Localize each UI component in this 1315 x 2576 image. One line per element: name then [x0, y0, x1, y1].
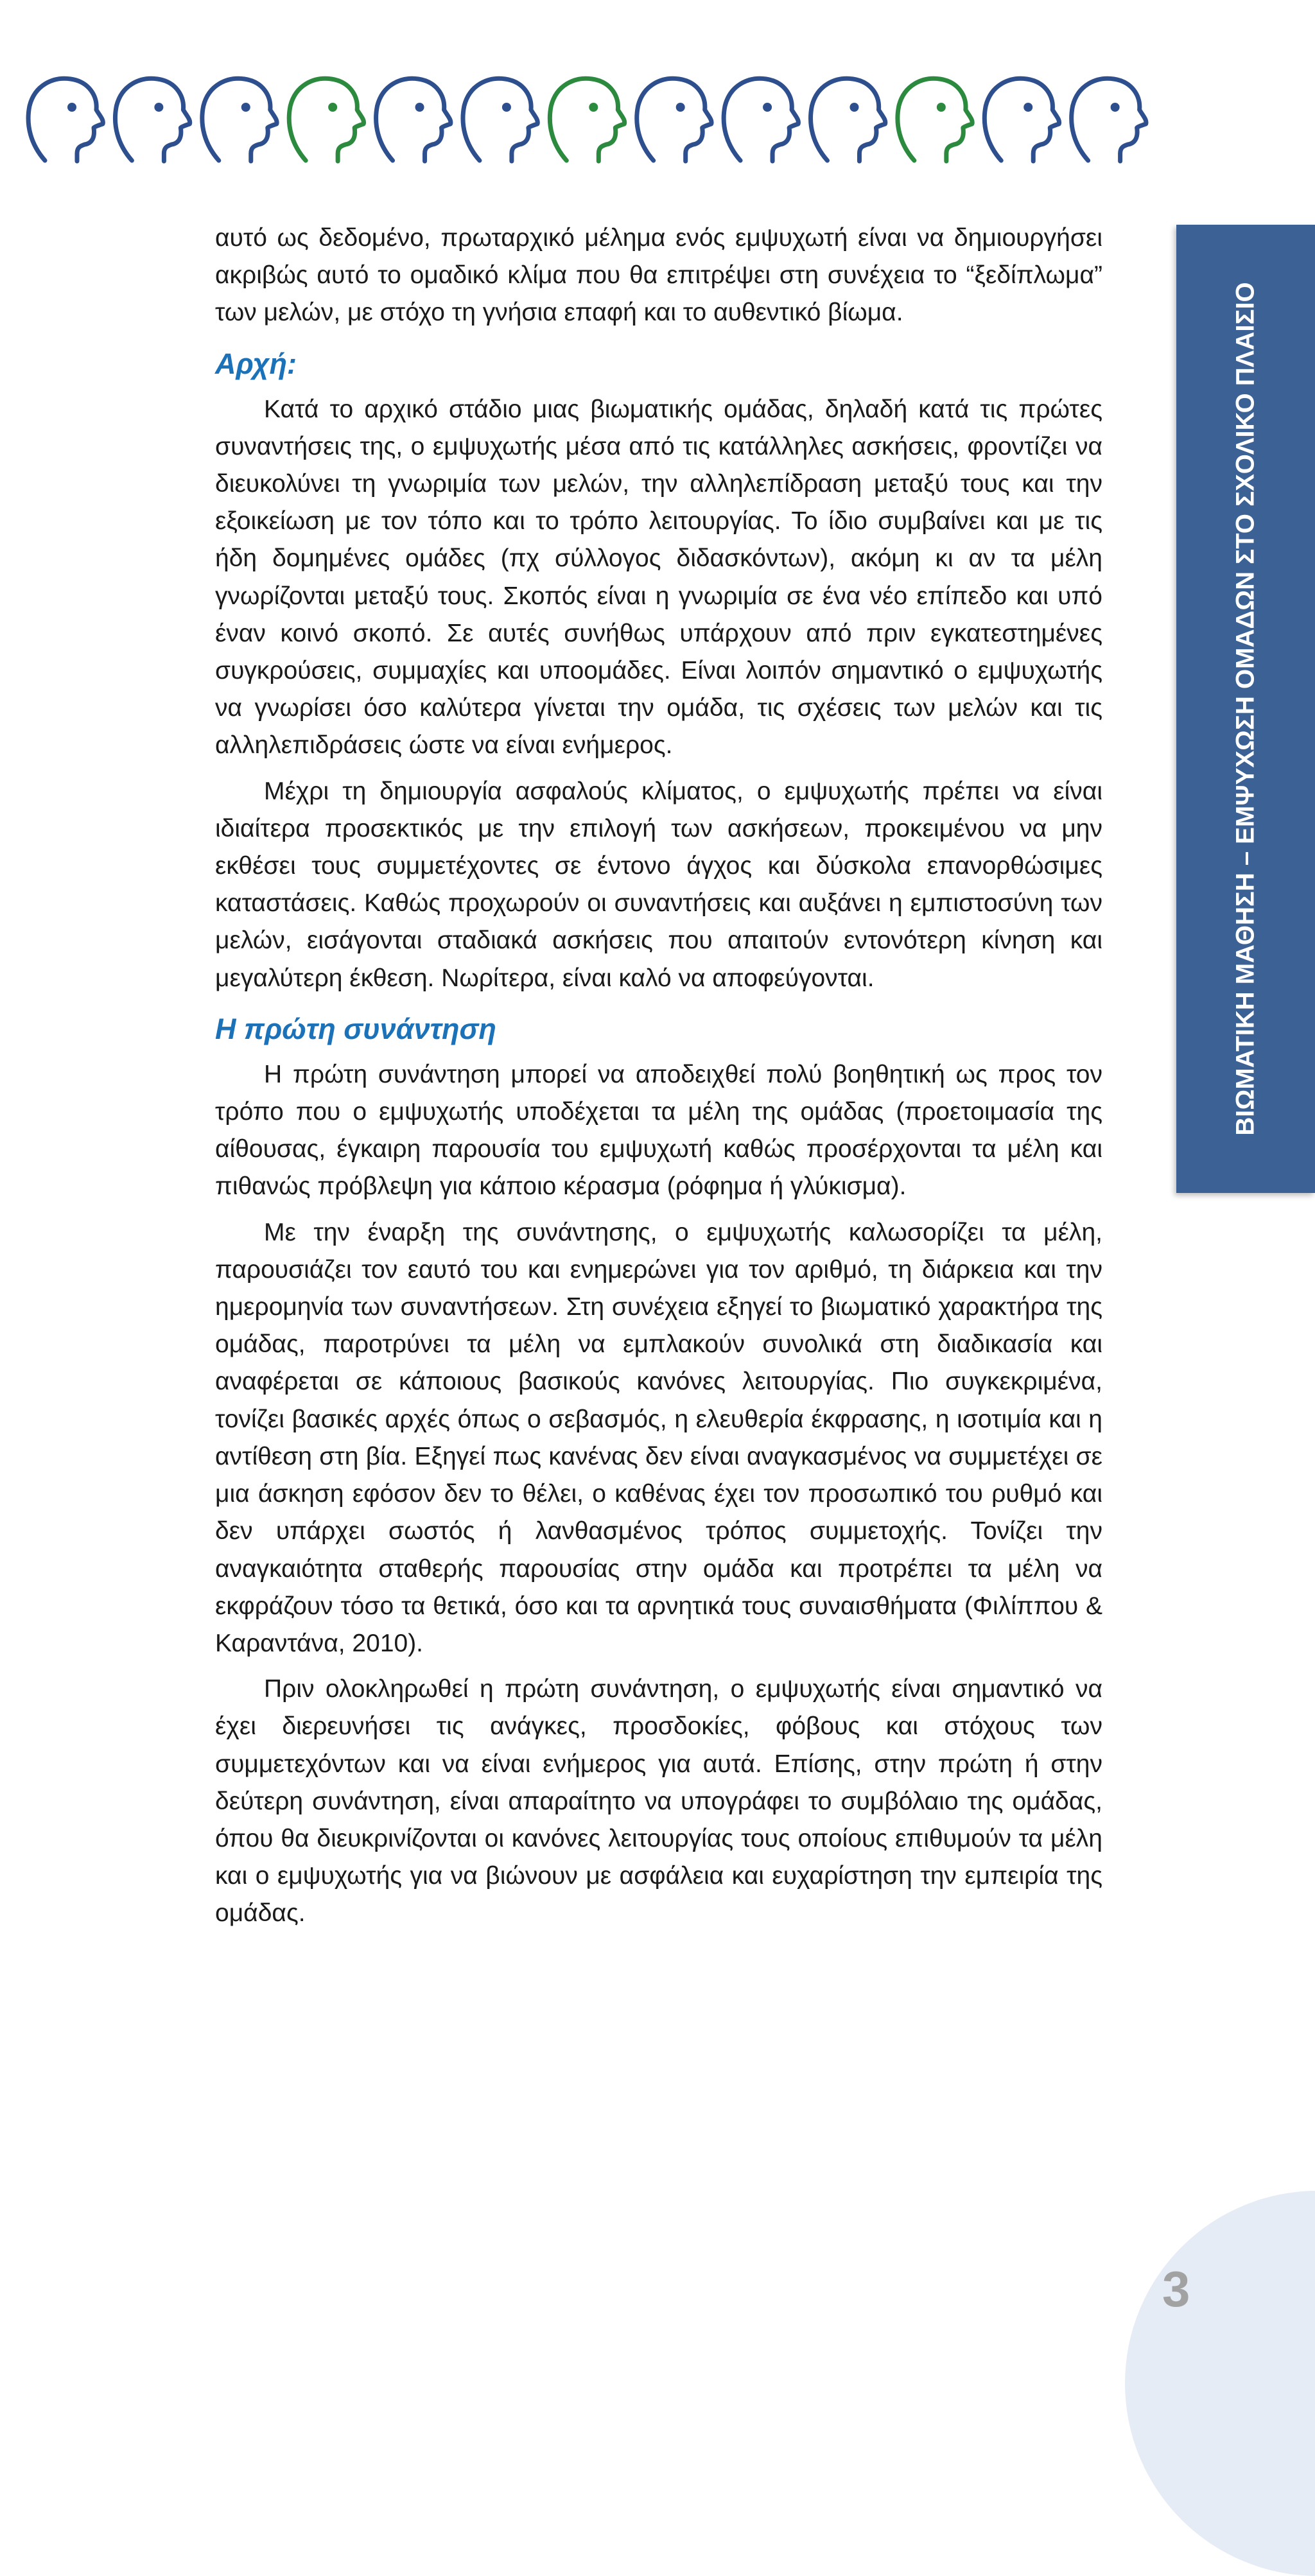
head-profile-icon: [463, 78, 537, 161]
main-text: [215, 220, 1102, 1941]
head-eye-icon: [415, 103, 424, 112]
head-eye-icon: [67, 103, 76, 112]
head-eye-icon: [589, 103, 598, 112]
head-profile-icon: [376, 78, 451, 161]
page-corner-decoration: [1125, 2191, 1315, 2576]
heads-svg: [19, 71, 1149, 167]
head-profile-icon: [289, 78, 363, 161]
head-profile-icon: [28, 78, 103, 161]
side-tab: [1176, 225, 1315, 1193]
head-eye-icon: [849, 103, 858, 112]
head-profile-icon: [811, 78, 885, 161]
head-eye-icon: [676, 103, 685, 112]
head-profile-icon: [724, 78, 798, 161]
paragraph-start-2: Μέχρι τη δημιουργία ασφαλούς κλίματος, ο εμψυχωτής πρέπει να είναι ιδιαίτερα προσεκτικός με την επιλογή των ασκήσεων, προκειμένου να μην εκθέσει τους συμμετέχοντες σε έντονο άγχος και δύσκολα επανορθώσιμες καταστάσεις. Καθώς προχωρούν οι συναντήσεις και αυξάνει η εμπιστοσύνη των μελών, εισάγονται σταδιακά ασκήσεις που απαιτούν εντονότερη κίνηση και μεγαλύτερη έκθεση. Νωρίτερα, είναι καλό να αποφεύγονται.: [215, 777, 1102, 992]
head-profile-icon: [1072, 78, 1146, 161]
paragraph-first-meeting-3: Πριν ολοκληρωθεί η πρώτη συνάντηση, ο εμψυχωτής είναι σημαντικό να έχει διερευνήσει τις ανάγκες, προσδοκίες, φόβους και στόχους των συμμετεχόντων και να είναι ενήμερος για αυτά. Επίσης, στην πρώτη ή στην δεύτερη συνάντηση, είναι απαραίτητο να υπογράφει το συμβόλαιο της ομάδας, όπου θα διευκρινίζονται οι κανόνες λειτουργίας τους οποίους επιθυμούν τα μέλη και ο εμψυχωτής για να βιώνουν με ασφάλεια και ευχαρίστηση την εμπειρία της ομάδας.: [215, 1675, 1102, 1928]
paragraph-intro: αυτό ως δεδομένο, πρωταρχικό μέλημα ενός εμψυχωτή είναι να δημιουργήσει ακριβώς αυτό το ομαδικό κλίμα που θα επιτρέψει στη συνέχεια το “ξεδίπλωμα” των μελών, με στόχο τη γνήσια επαφή και το αυθεντικό βίωμα.: [215, 224, 1102, 327]
page-number: 3: [1162, 2261, 1190, 2317]
head-profile-icon: [984, 78, 1059, 161]
head-profile-icon: [202, 78, 277, 161]
heading-start: Αρχή:: [215, 347, 297, 380]
head-eye-icon: [502, 103, 511, 112]
heading-first-meeting: Η πρώτη συνάντηση: [215, 1012, 496, 1045]
head-eye-icon: [937, 103, 946, 112]
side-tab-label: ΒΙΩΜΑΤΙΚΗ ΜΑΘΗΣΗ – ΕΜΨΥΧΩΣΗ ΟΜΑΔΩΝ ΣΤΟ ΣΧΟΛΙΚΟ ΠΛΑΙΣΙΟ: [1231, 282, 1260, 1136]
head-eye-icon: [763, 103, 772, 112]
paragraph-first-meeting-1: Η πρώτη συνάντηση μπορεί να αποδειχθεί πολύ βοηθητική ως προς τον τρόπο που ο εμψυχωτής υποδέχεται τα μέλη της ομάδας (προετοιμασία της αίθουσας, έγκαιρη παρουσία του εμψυχωτή καθώς προσέρχονται τα μέλη και πιθανώς πρόβλεψη για κάποιο κέρασμα (ρόφημα ή γλύκισμα).: [215, 1060, 1102, 1201]
paragraph-first-meeting-2: Με την έναρξη της συνάντησης, ο εμψυχωτής καλωσορίζει τα μέλη, παρουσιάζει τον εαυτό του και ενημερώνει για τον αριθμό, τη διάρκεια και την ημερομηνία των συναντήσεων. Στη συνέχεια εξηγεί το βιωματικό χαρακτήρα της ομάδας, παροτρύνει τα μέλη να εμπλακούν συνολικά στη διαδικασία και αναφέρεται σε κάποιους βασικούς κανόνες λειτουργίας. Πιο συγκεκριμένα, τονίζει βασικές αρχές όπως ο σεβασμός, η ελευθερία έκφρασης, η ισοτιμία και η αντίθεση στη βία. Εξηγεί πως κανένας δεν είναι αναγκασμένος να συμμετέχει σε μια άσκηση εφόσον δεν το θέλει, ο καθένας έχει τον προσωπικό του ρυθμό και δεν υπάρχει σωστός ή λανθασμένος τρόπος συμμετοχής. Τονίζει την αναγκαιότητα σταθερής παρουσίας στην ομάδα και προτρέπει τα μέλη να εκφράζουν τόσο τα θετικά, όσο και τα αρνητικά τους συναισθήματα (Φιλίππου & Καραντάνα, 2010).: [215, 1218, 1102, 1657]
head-eye-icon: [1023, 103, 1032, 112]
head-profile-icon: [550, 78, 624, 161]
head-eye-icon: [1111, 103, 1120, 112]
head-eye-icon: [328, 103, 337, 112]
paragraph-start-1: Κατά το αρχικό στάδιο μιας βιωματικής ομάδας, δηλαδή κατά τις πρώτες συναντήσεις της, ο εμψυχωτής μέσα από τις κατάλληλες ασκήσεις, φροντίζει να διευκολύνει τη γνωριμία των μελών, την αλληλεπίδραση μεταξύ τους και την εξοικείωση με τον τόπο και το τρόπο λειτουργίας. Το ίδιο συμβαίνει και με τις ήδη δομημένες ομάδες (πχ σύλλογος διδασκόντων), ακόμη κι αν τα μέλη γνωρίζονται μεταξύ τους. Σκοπός είναι η γνωριμία σε ένα νέο επίπεδο και υπό έναν κοινό σκοπό. Σε αυτές συνήθως υπάρχουν από πριν εγκατεστημένες συγκρούσεις, συμμαχίες και υποομάδες. Είναι λοιπόν σημαντικό ο εμψυχωτής να γνωρίσει όσο καλύτερα γίνεται την ομάδα, τις σχέσεις των μελών και τις αλληλεπιδράσεις ώστε να είναι ενήμερος.: [215, 395, 1102, 760]
head-profile-icon: [115, 78, 189, 161]
head-profile-icon: [637, 78, 711, 161]
header-heads-decoration: [19, 71, 1149, 167]
head-eye-icon: [154, 103, 163, 112]
head-profile-icon: [898, 78, 972, 161]
head-eye-icon: [241, 103, 250, 112]
